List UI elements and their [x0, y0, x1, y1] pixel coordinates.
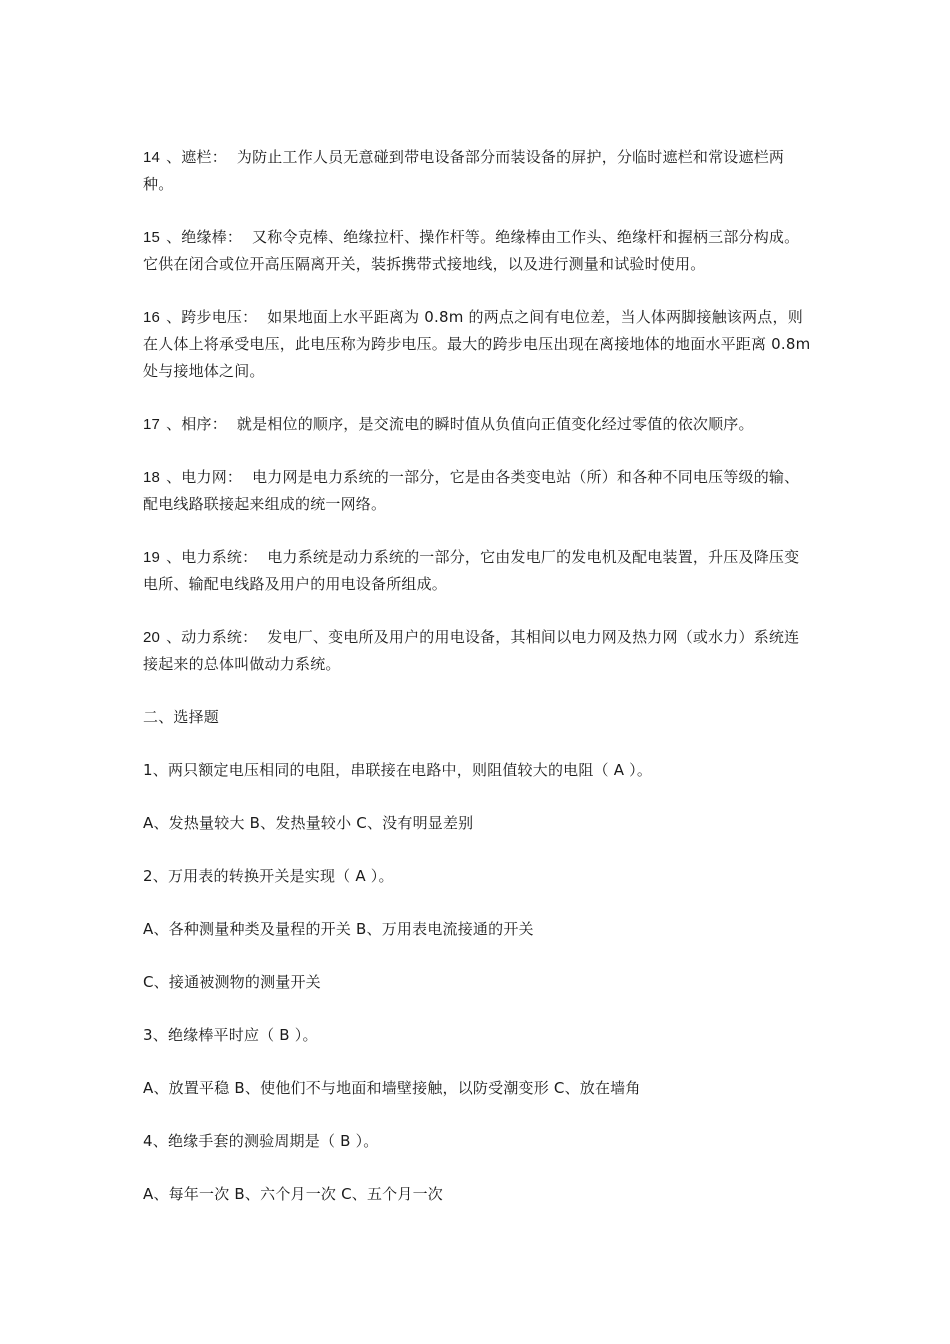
answer-options-line: A、每年一次 B、六个月一次 C、五个月一次: [143, 1185, 443, 1203]
definition-number: 18: [143, 469, 161, 486]
definition-text: 就是相位的顺序，是交流电的瞬时值从负值向正值变化经过零值的依次顺序。: [236, 415, 754, 433]
definition-19: [143, 544, 811, 598]
definition-16: [143, 304, 811, 385]
definition-20: [143, 624, 811, 678]
definition-number: 19: [143, 549, 161, 566]
definition-15: [143, 224, 811, 278]
definition-text: 又称令克棒、绝缘拉杆、操作杆等。绝缘棒由工作头、绝缘杆和握柄三部分构成。它供在闭合或位开高压隔离开关，装拆携带式接地线，以及进行测量和试验时使用。: [143, 228, 800, 273]
definition-term: 、相序：: [166, 415, 227, 433]
document-body: [143, 144, 811, 1234]
definition-text: 电力系统是动力系统的一部分，它由发电厂的发电机及配电装置，升压及降压变电所、输配电线路及用户的用电设备所组成。: [143, 548, 800, 593]
definition-text: 电力网是电力系统的一部分，它是由各类变电站（所）和各种不同电压等级的输、配电线路联接起来组成的统一网络。: [143, 468, 800, 513]
section-heading: 二、选择题: [143, 708, 220, 726]
definition-term: 、动力系统：: [166, 628, 258, 646]
question-line: 1、两只额定电压相同的电阻，串联接在电路中，则阻值较大的电阻（ A ）。: [143, 761, 653, 779]
question-line: 3、绝缘棒平时应（ B ）。: [143, 1026, 318, 1044]
definition-text: 为防止工作人员无意碰到带电设备部分而装设备的屏护，分临时遮栏和常设遮栏两种。: [143, 148, 785, 193]
definition-14: [143, 144, 811, 198]
definition-number: 16: [143, 309, 161, 326]
definition-term: 、绝缘棒：: [166, 228, 243, 246]
answer-options-line: A、发热量较大 B、发热量较小 C、没有明显差别: [143, 814, 474, 832]
definition-number: 14: [143, 149, 161, 166]
question-line: 4、绝缘手套的测验周期是（ B ）。: [143, 1132, 379, 1150]
definition-17: [143, 411, 811, 438]
definition-term: 、电力网：: [166, 468, 243, 486]
definition-number: 15: [143, 229, 161, 246]
definition-18: [143, 464, 811, 518]
answer-options-line: A、放置平稳 B、使他们不与地面和墙壁接触，以防受潮变形 C、放在墙角: [143, 1079, 641, 1097]
answer-options-line: A、各种测量种类及量程的开关 B、万用表电流接通的开关: [143, 920, 534, 938]
definition-text: 发电厂、变电所及用户的用电设备，其相间以电力网及热力网（或水力）系统连接起来的总体叫做动力系统。: [143, 628, 800, 673]
definition-text: 如果地面上水平距离为 0.8m 的两点之间有电位差，当人体两脚接触该两点，则在人体上将承受电压，此电压称为跨步电压。最大的跨步电压出现在离接地体的地面水平距离 0.8m 处与接地体之间。: [143, 308, 811, 380]
question-line: 2、万用表的转换开关是实现（ A ）。: [143, 867, 394, 885]
definition-term: 、电力系统：: [166, 548, 258, 566]
definition-number: 20: [143, 629, 161, 646]
definition-number: 17: [143, 416, 161, 433]
definition-term: 、遮栏：: [166, 148, 227, 166]
answer-options-line: C、接通被测物的测量开关: [143, 973, 321, 991]
definition-term: 、跨步电压：: [166, 308, 258, 326]
